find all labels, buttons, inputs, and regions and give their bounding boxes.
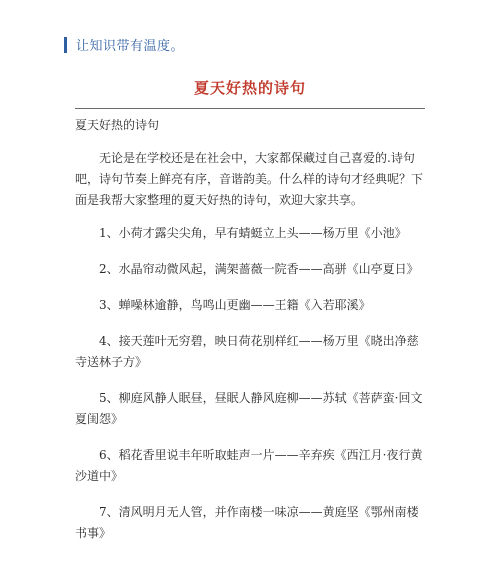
poem-line-item: 7、清风明月无人管，并作南楼一味凉——黄庭坚《鄂州南楼书事》 bbox=[75, 505, 419, 540]
poem-line-item: 2、水晶帘动微风起，满架蔷薇一院香——高骈《山亭夏日》 bbox=[99, 262, 419, 276]
poem-line-item: 6、稻花香里说丰年听取蛙声一片——辛弃疾《西江月·夜行黄沙道中》 bbox=[75, 448, 423, 483]
document-title: 夏天好热的诗句 bbox=[193, 79, 306, 97]
poem-line-item: 4、接天莲叶无穷碧，映日荷花别样红——杨万里《晓出净慈寺送林子方》 bbox=[75, 334, 419, 369]
poem-line-item: 1、小荷才露尖尖角，早有蜻蜓立上头——杨万里《小池》 bbox=[99, 226, 407, 240]
document-body bbox=[75, 115, 425, 559]
poem-line-item: 5、柳庭风静人眠昼，昼眠人静风庭柳——苏轼《菩萨蛮·回文夏闺怨》 bbox=[75, 391, 423, 426]
title-divider bbox=[75, 108, 425, 109]
poem-line-item: 3、蝉噪林逾静，鸟鸣山更幽——王籍《入若耶溪》 bbox=[99, 298, 371, 312]
intro-paragraph: 无论是在学校还是在社会中，大家都保藏过自己喜爱的.诗句吧，诗句节奏上鲜亮有序，音谐韵美。什么样的诗句才经典呢？下面是我帮大家整理的夏天好热的诗句，欢迎大家共享。 bbox=[75, 151, 424, 207]
tagline: 让知识带有温度。 bbox=[76, 39, 185, 54]
document-subheading: 夏天好热的诗句 bbox=[75, 118, 160, 132]
tagline-accent-bar bbox=[64, 37, 67, 53]
